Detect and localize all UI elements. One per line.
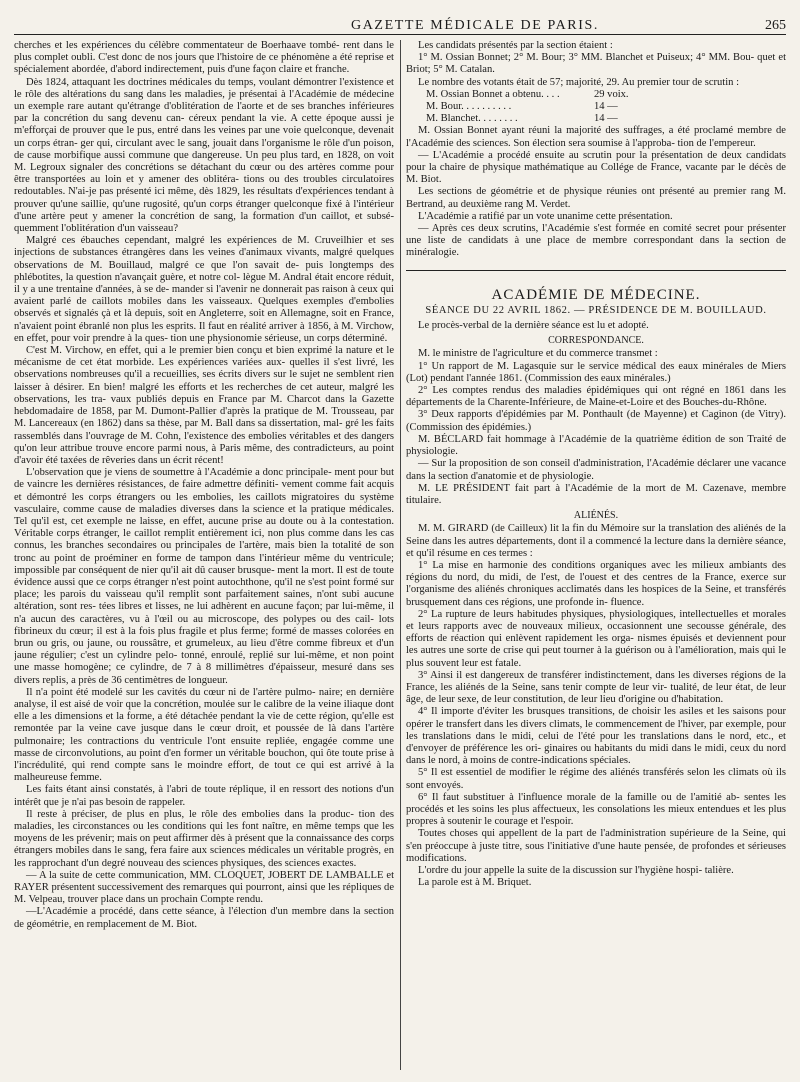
vote-count: 14 —	[594, 113, 618, 125]
votes-list	[406, 89, 786, 126]
votes-intro: Le nombre des votants était de 57; majorité, 29. Au premier tour de scrutin :	[418, 76, 740, 88]
vote-row	[426, 113, 786, 125]
paragraph: Les faits étant ainsi constatés, à l'abri de toute réplique, il en ressort des notions d'un intérêt que je n'ai pas besoin de rappeler.	[14, 784, 394, 808]
right-column	[406, 40, 786, 1070]
text-columns	[14, 40, 786, 1070]
physics-result: Les sections de géométrie et de physique réunies ont présenté au premier rang M. Bertrand, au deuxième rang M. Verdet.	[406, 186, 786, 210]
alienes-heading: ALIÉNÉS.	[573, 510, 619, 522]
president: M. LE PRÉSIDENT fait part à l'Académie de la mort de M. Cazenave, membre titulaire.	[406, 482, 786, 506]
physics-ratified: L'Académie a ratifié par un vote unanime cette présentation.	[418, 210, 673, 222]
vote-count: 29 voix.	[594, 88, 629, 100]
summary-point: 4° Il importe d'éviter les brusques transitions, de choisir les asiles et les saisons pour opérer le transfert dans les divers climats, le commencement de l'hiver, par exemple, pour les translations dans le midi, celui de l'été pour les translations dans le nord, etc., et d'envoyer de préférence les ori- ginaires ou habitants du midi dans le midi, ceux du nord dans le nord, à moins de contre-indications spéciales.	[406, 706, 786, 767]
academy-heading: ACADÉMIE DE MÉDECINE.	[406, 270, 786, 301]
minister: M. le ministre de l'agriculture et du commerce transmet :	[418, 348, 658, 360]
paragraph: cherches et les expériences du célèbre commentateur de Boerhaave tombé- rent dans le plus complet oubli. C'est donc de nos jours que l'histoire de ce phénomène a été reprise et spécialement abordée, d'abord indirectement, puis d'une façon claire et franche.	[14, 40, 394, 76]
floor-note: La parole est à M. Briquet.	[418, 877, 532, 889]
paragraph: Il n'a point été modelé sur les cavités du cœur ni de l'artère pulmo- naire; en dernière analyse, il est aisé de voir que la concrétion, moulée sur le calibre de la veine iliaque dont elle a les dimensions et la forme, a été détachée pendant la vie de cette région, qu'elle est remontée par la veine cave jusque dans le cœur droit, et poussée de là dans l'artère pulmonaire; les contractions du ventricule l'ont ensuite repliée, engagée comme une masse de circonvolutions, au point d'en former un véritable bouchon, qui ôte toute prise à l'incrédulité, qui rend compte sans le moindre effort, de tout ce qui est arrivé à la malheureuse femme.	[14, 686, 394, 784]
conclusion: Toutes choses qui appellent de la part de l'administration supérieure de la Seine, qui s'en préoccupe à juste titre, sous l'initiative d'une haute pensée, de profondes et sérieuses modifications.	[406, 828, 786, 864]
paragraph: — A la suite de cette communication, MM. CLOQUET, JOBERT DE LAMBALLE et RAYER présentent successivement des remarques qui pourront, ainsi que les répliques de M. Velpeau, trouver place dans un prochain Compte rendu.	[14, 869, 394, 906]
left-column	[14, 40, 394, 1070]
paragraph: Il reste à préciser, de plus en plus, le rôle des embolies dans la produc- tion des maladies, les circonstances ou les conditions qui les font naître, en même temps que les moyens de les prévenir; mais on peut affirmer dès à présent que la connaissance des corps étrangers mobiles dans le sang, fera faire aux sciences médicales un véritable progrès, en les rapprochant d'un degré nouveau des sciences physiques, des sciences exactes.	[14, 808, 394, 869]
correspondance-item: 1° Un rapport de M. Lagasquie sur le service médical des eaux minérales de Miers (Lot) pendant l'année 1861. (Commission des eaux minérales.)	[406, 360, 786, 384]
summary-point: 6° Il faut substituer à l'influence morale de la famille ou de l'amitié ab- sentes les procédés et les soins les plus affectueux, les consolations les mieux entendues et les plus propres à soutenir le courage et l'espoir.	[406, 791, 786, 828]
election-result: M. Ossian Bonnet ayant réuni la majorité des suffrages, a été proclamé membre de l'Académie des sciences. Son élection sera soumise à l'approba- tion de l'empereur.	[406, 125, 786, 149]
vote-row	[426, 89, 786, 101]
candidate-name: M. Ossian Bonnet a obtenu. . . .	[426, 88, 560, 100]
vote-count: 14 —	[594, 101, 618, 113]
beclard: M. BÉCLARD fait hommage à l'Académie de la quatrième édition de son Traité de physiologie.	[406, 433, 786, 458]
physics-chair: — L'Académie a procédé ensuite au scrutin pour la présentation de deux candidats pour la chaire de physique mathématique au Collége de France, vacante par le décès de M. Biot.	[406, 149, 786, 186]
summary-point: 2° La rupture de leurs habitudes physiques, physiologiques, intellectuelles et morales et leurs rapports avec de nouveaux milieux, occasionnent une secousse générale, des efforts de réaction qui enlèvent rapidement les orga- nismes épuisés et deviennent pour les autres une sorte de crise qui peut tourner à la guérison ou à l'amélioration, mais qui le plus souvent leur est fatale.	[406, 608, 786, 669]
proposal: — Sur la proposition de son conseil d'administration, l'Académie déclarer une vacance dans la section d'anatomie et de physiologie.	[406, 458, 786, 482]
column-rule	[400, 40, 401, 1070]
running-title: GAZETTE MÉDICALE DE PARIS.	[351, 18, 599, 33]
summary-point: 1° La mise en harmonie des conditions organiques avec les milieux ambiants des régions du nord, du midi, de l'est, de l'ouest et des centres de la France, exerce sur l'organisme des aliénés chroniques acclimatés dans les hospices de la Seine, et transférés brusquement dans ces régions, une profonde in- fluence.	[406, 559, 786, 608]
correspondance-item: 3° Deux rapports d'épidémies par M. Ponthault (de Mayenne) et Caginon (de Vitry). (Commission des épidémies.)	[406, 409, 786, 433]
candidates-intro: Les candidats présentés par la section étaient :	[418, 40, 613, 51]
page-header	[14, 12, 786, 35]
paragraph: —L'Académie a procédé, dans cette séance, à l'élection d'un membre dans la section de géométrie, en remplacement de M. Biot.	[14, 906, 394, 930]
paragraph: L'observation que je viens de soumettre à l'Académie a donc principale- ment pour but de vaincre les dernières résistances, de faire admettre définiti- vement comme fait acquis et démontré les corps étrangers ou les embolies, les caillots migratoires du système vasculaire, comme cause de maladies diverses dans la science et la pratique médicales. Tel qu'il est, cet exemple ne laisse, en effet, aucune prise au doute ou à la contestation. Véritable corps étranger, le caillot remplit entièrement ici, non plus comme dans les cas connus, les branches secondaires ou principales de l'artère, mais bien la totalité de son tronc au point de proéminer en forme de tampon dans l'intérieur même du ventricule; impossible par conséquent de nier qu'il ait dû causer brusque- ment la mort. Il est de toute évidence aussi que ce corps étranger n'est point autochthone, qu'il ne s'est point formé sur place; les parois du vaisseau qu'il remplit sont parfaitement saines, n'ont subi aucune altération, sont res- tées libres et lisses, ne lui adhèrent en aucune façon; par lui-même, il n'a aucun des caractères, vu à l'œil ou au microscope, des polypes ou des cail- lots fibrineux du cœur; il est à la fois plus fragile et plus ferme; formé de masses colorées en brun ou gris, ou jaune, ou roussâtre, et grumeleux, au lieu d'être comme fibreux et d'un jaune régulier; c'est un cylindre pelo- tonné, enroulé, replié sur lui-même, et non point une masse homogène; ce cylindre, de 7 à 8 millimètres d'épaisseur, mesuré dans ses divers replis, a près de 36 centimètres de longueur.	[14, 467, 394, 686]
correspondance-item: 2° Les comptes rendus des maladies épidémiques qui ont régné en 1861 dans les départements de la Charente-Inférieure, de Maine-et-Loire et des Bouches-du-Rhône.	[406, 385, 786, 409]
minutes: Le procès-verbal de la dernière séance est lu et adopté.	[418, 320, 649, 332]
candidate-name: M. Bour. . . . . . . . . .	[426, 101, 512, 113]
candidate-name: M. Blanchet. . . . . . . .	[426, 113, 518, 125]
vote-row	[426, 101, 786, 113]
order-of-day: L'ordre du jour appelle la suite de la discussion sur l'hygiène hospi- talière.	[418, 865, 734, 876]
candidates-list: 1° M. Ossian Bonnet; 2° M. Bour; 3° MM. Blanchet et Puiseux; 4° MM. Bou- quet et Briot; 5° M. Catalan.	[406, 52, 786, 76]
girard: M. M. GIRARD (de Cailleux) lit la fin du Mémoire sur la translation des aliénés de la Seine dans les autres départements, dont il a commencé la lecture dans la dernière séance, et qu'il résume en ces termes :	[406, 523, 786, 559]
paragraph: Malgré ces ébauches cependant, malgré les expériences de M. Cruveilhier et ses injections de substances étrangères dans les veines d'animaux vivants, malgré quelques observations de M. Bouillaud, malgré ce que l'on savait de- puis longtemps des phlébotites, la question n'avançait guère, et notre col- lègue M. Andral était encore réduit, il y a une trentaine d'années, à se de- mander si l'avenir ne donnerait pas raison à ceux qui avaient parlé de caillots mobiles dans les vaisseaux. Quelques exemples d'embolies observés et signalés çà et là depuis, soit en Angleterre, soit en Allemagne, soit en France, n'avaient point ébranlé non plus les esprits. Il faut en réalité arriver à 1856, à M. Virchow, en effet, pour voir prendre à la ques- tion une physionomie sérieuse, un corps déterminé.	[14, 235, 394, 344]
paragraph: C'est M. Virchow, en effet, qui a le premier bien conçu et bien exprimé la nature et le mécanisme de cet état morbide. Les expériences variées aux- quelles il s'est livré, les observations nombreuses qu'il a recueillies, ses écrits divers sur le sujet ne semblent rien laisser à désirer. En bien! malgré les efforts et les recherches de cet auteur, malgré les observations, les tra- vaux publiés depuis en France par M. Charcot dans la Gazette hebdomadaire de 1858, par M. Dumont-Pallier d'après la pratique de M. Trousseau, par M. Lancereaux (en 1862) dans sa thèse, par M. Ball dans sa dissertation, mal- gré les faits rassemblés dans l'ouvrage de M. Cohn, l'existence des embolies véritables et des dangers qu'on leur attribue trouve encore parmi nous, à Paris même, des contradicteurs, au point d'avoir été taxées de rêveries dans un écrit récent!	[14, 345, 394, 466]
summary-point: 3° Ainsi il est dangereux de transférer indistinctement, dans les diverses régions de la France, les aliénés de la Seine, sans tenir compte de leur vir- tualité, de leur état, de leur âge, de leur sexe, de leur constitution, de leur lieu d'origine ou d'habitation.	[406, 669, 786, 706]
session-heading: SÉANCE DU 22 AVRIL 1862. — PRÉSIDENCE DE M. BOUILLAUD.	[425, 304, 767, 316]
mineralogy: — Après ces deux scrutins, l'Académie s'est formée en comité secret pour présenter une liste de candidats à une place de membre correspondant dans la section de minéralogie.	[406, 223, 786, 259]
summary-point: 5° Il est essentiel de modifier le régime des aliénés transférés selon les climats où ils sont envoyés.	[406, 767, 786, 791]
paragraph: Dès 1824, attaquant les doctrines médicales du temps, voulant démontrer l'existence et le rôle des altérations du sang dans les maladies, je présentai à l'Académie de médecine un exemple rare autant qu'étrange d'oblitération de l'aorte et de ses branches inférieures par la concrétion du sang devenu can- céreux pendant la vie. A cette époque aussi je m'efforçai de prouver que le pus, entré dans les veines par une voie quelconque, devenait un corps étran- ger qui, circulant avec le sang, jouait dans l'organisme le rôle d'un poison, de cause morbifique aussi commune que dangereuse. Un peu plus tard, en 1828, on voit M. Legroux signaler des concrétions se détachant du cœur ou des artères comme pour être transportées au loin et y amener des oblitéra- tions ou des troubles circulatoires redoutables. N'ai-je pas présenté ici même, dès 1829, les résultats d'expériences tendant à prouver qu'une saillie, qu'une rugosité, qu'un corps étranger quelconque fixé à l'intérieur d'une artère peut y amener la concrétion de sang, la formation d'un caillot, et subsé- quemment l'oblitération d'un vaisseau?	[14, 76, 394, 235]
page-number: 265	[765, 18, 786, 33]
correspondance-heading: CORRESPONDANCE.	[548, 335, 644, 347]
